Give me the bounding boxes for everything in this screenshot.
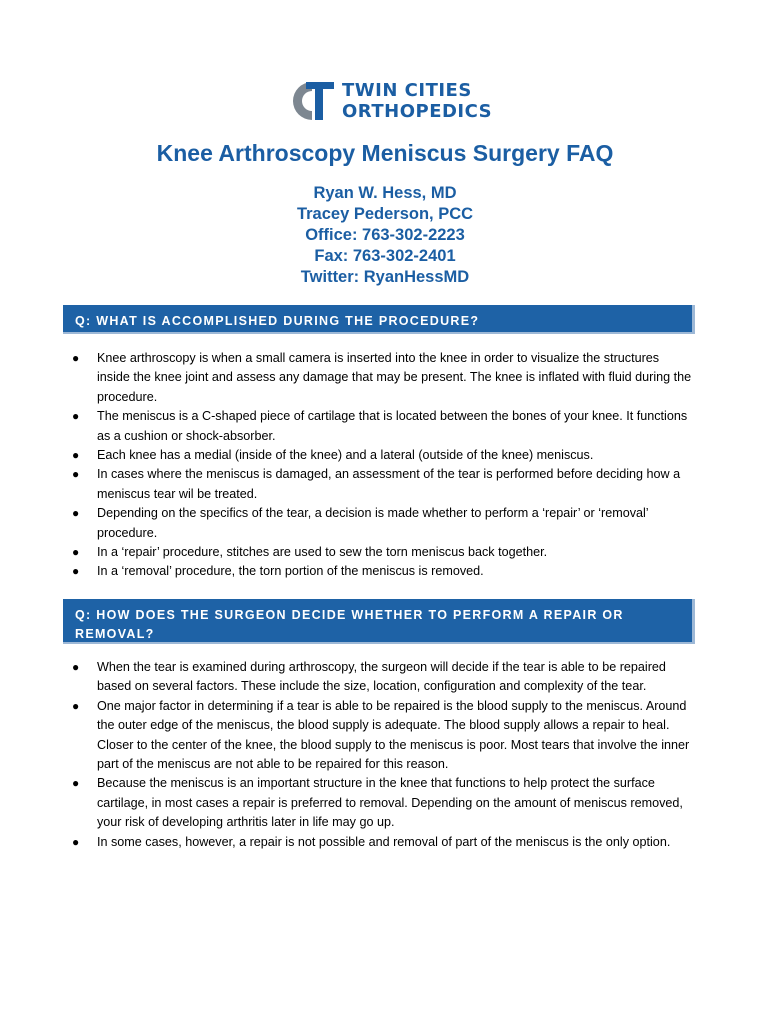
bullet-icon: ● bbox=[72, 506, 80, 521]
fax-number: Fax: 763-302-2401 bbox=[314, 247, 456, 265]
bullet-icon: ● bbox=[72, 409, 80, 424]
bullet-icon: ● bbox=[72, 545, 80, 560]
office-phone: Office: 763-302-2223 bbox=[305, 226, 465, 244]
bullet-icon: ● bbox=[72, 660, 80, 674]
procedure-bullet-list bbox=[63, 349, 693, 582]
bullet-icon: ● bbox=[72, 698, 80, 713]
list-item-text: Each knee has a medial (inside of the knee) and a lateral (outside of the knee) meniscus. bbox=[97, 448, 594, 463]
logo-line-1: TWIN CITIES bbox=[342, 80, 472, 101]
list-item bbox=[63, 833, 693, 852]
list-item bbox=[63, 543, 693, 562]
list-item-text: One major factor in determining if a tear is able to be repaired is the blood supply to the meniscus. Around the outer edge of the meniscus, the blood supply is adequate. The blood supply allows a repair to heal. Closer to the center of the knee, the blood supply to the meniscus is poor. Most tears that involve the inner part of the meniscus are not able to be repaired for this reason. bbox=[97, 698, 690, 772]
contact-block bbox=[0, 183, 770, 288]
page-title: Knee Arthroscopy Meniscus Surgery FAQ bbox=[156, 140, 614, 166]
section-heading-procedure: Q: WHAT IS ACCOMPLISHED DURING THE PROCEDURE? bbox=[63, 305, 695, 334]
logo-line-2: ORTHOPEDICS bbox=[342, 101, 493, 122]
list-item bbox=[63, 349, 693, 407]
bullet-icon: ● bbox=[72, 776, 80, 791]
list-item-text: When the tear is examined during arthroscopy, the surgeon will decide if the tear is able to be repaired based on several factors. These include the size, location, configuration and complexity of the tear. bbox=[97, 660, 666, 694]
twitter-handle: Twitter: RyanHessMD bbox=[300, 268, 470, 286]
list-item-text: In some cases, however, a repair is not possible and removal of part of the meniscus is the only option. bbox=[97, 834, 671, 849]
list-item-text: In a ‘removal’ procedure, the torn portion of the meniscus is removed. bbox=[97, 564, 484, 579]
list-item-text: Because the meniscus is an important structure in the knee that functions to help protect the surface cartilage, in most cases a repair is preferred to removal. Depending on the amount of meniscus removed, your risk of developing arthritis later in life may go up. bbox=[97, 776, 683, 830]
logo-text bbox=[342, 80, 492, 122]
list-item-text: In cases where the meniscus is damaged, an assessment of the tear is performed before deciding how a meniscus tear wil be treated. bbox=[97, 467, 681, 501]
list-item-text: Knee arthroscopy is when a small camera is inserted into the knee in order to visualize the structures inside the knee joint and assess any damage that may be present. The knee is inflated with fluid during the procedure. bbox=[97, 351, 692, 404]
bullet-icon: ● bbox=[72, 834, 80, 849]
list-item bbox=[63, 465, 693, 504]
list-item bbox=[63, 658, 693, 697]
twin-cities-logo-icon bbox=[284, 78, 336, 124]
bullet-icon: ● bbox=[72, 351, 80, 365]
bullet-icon: ● bbox=[72, 564, 80, 579]
assistant-name: Tracey Pederson, PCC bbox=[296, 205, 474, 223]
doctor-name: Ryan W. Hess, MD bbox=[313, 184, 457, 202]
list-item bbox=[63, 774, 693, 832]
bullet-icon: ● bbox=[72, 467, 80, 482]
list-item bbox=[63, 562, 693, 581]
clinic-logo bbox=[284, 78, 493, 124]
bullet-icon: ● bbox=[72, 448, 80, 463]
section-heading-repair-or-removal: Q: HOW DOES THE SURGEON DECIDE WHETHER TO PERFORM A REPAIR OR REMOVAL? bbox=[63, 599, 695, 644]
list-item-text: Depending on the specifics of the tear, a decision is made whether to perform a ‘repair’ or ‘removal’ procedure. bbox=[97, 506, 649, 540]
list-item bbox=[63, 446, 693, 465]
repair-decision-bullet-list bbox=[63, 658, 693, 852]
list-item bbox=[63, 697, 693, 775]
list-item bbox=[63, 504, 693, 543]
list-item-text: In a ‘repair’ procedure, stitches are used to sew the torn meniscus back together. bbox=[97, 545, 548, 560]
list-item bbox=[63, 407, 693, 446]
list-item-text: The meniscus is a C-shaped piece of cartilage that is located between the bones of your knee. It functions as a cushion or shock-absorber. bbox=[97, 409, 688, 443]
